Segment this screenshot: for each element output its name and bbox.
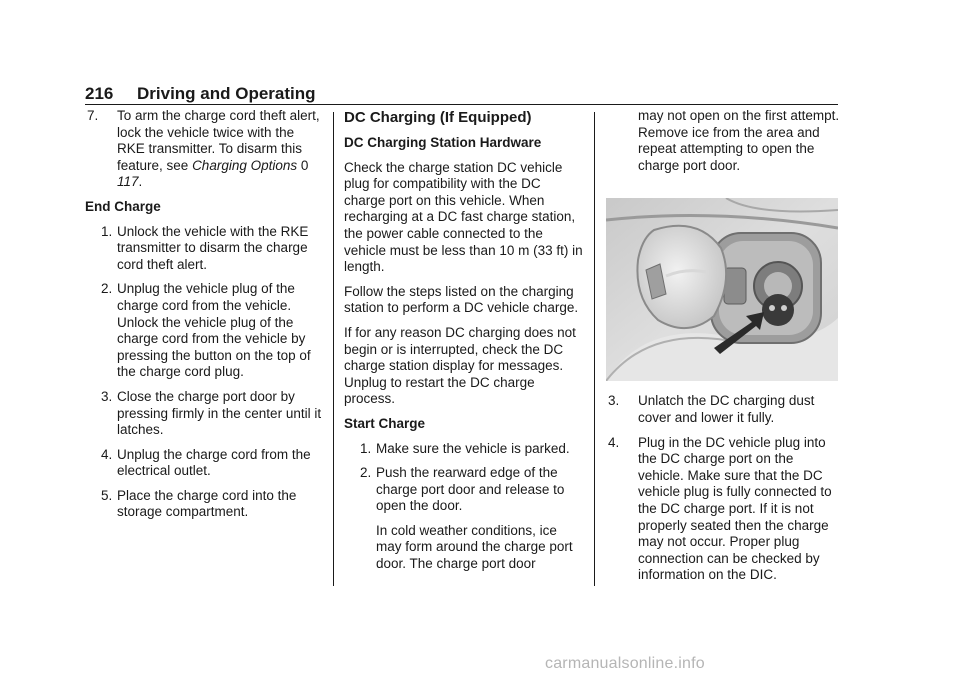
paragraph: Follow the steps listed on the charging station to perform a DC vehicle charge.: [344, 283, 579, 316]
page-header: [85, 83, 838, 105]
step-number: 2.: [360, 465, 372, 481]
column-2: [344, 108, 584, 581]
start-charge-heading: Start Charge: [344, 415, 426, 431]
list-item: [344, 465, 584, 515]
list-item: [606, 435, 841, 584]
step-number: 1.: [360, 440, 372, 456]
end-charge-heading: End Charge: [85, 198, 161, 214]
step-number: 2.: [101, 281, 113, 297]
step-number: 7.: [87, 108, 99, 123]
column-3: [606, 108, 841, 592]
column-divider-2: [594, 112, 595, 586]
charge-port-photo: [606, 198, 838, 381]
list-item: [85, 224, 325, 274]
list-item: [85, 108, 325, 191]
list-item: [606, 393, 841, 426]
step-number: 1.: [101, 223, 113, 239]
step-text: Plug in the DC vehicle plug into the DC charge port on the vehicle. Make sure that the DC vehicle plug is fully connected to the DC charge port. If it is not properly seated then the charge may not occur. Proper plug connection can be checked by information on the DIC.: [638, 434, 832, 583]
paragraph: If for any reason DC charging does not begin or is interrupted, check the DC charge station display for messages. Unplug to restart the DC charge process.: [344, 324, 576, 407]
paragraph: Check the charge station DC vehicle plug for compatibility with the DC charge port on this vehicle. When recharging at a DC fast charge station, the power cable connected to the vehicle must be less than 10 m (33 ft) in length.: [344, 159, 583, 275]
step-number: 3.: [101, 388, 113, 404]
column-1: [85, 108, 325, 529]
page-title: Driving and Operating: [137, 84, 316, 103]
step-text-end: .: [138, 174, 143, 190]
step-text-part: To arm the charge cord theft alert, lock the vehicle twice with the RKE transmitter. To disarm this feature, see: [117, 108, 320, 173]
page-ref-icon: 0: [300, 157, 309, 173]
step-number: 4.: [101, 446, 113, 462]
list-item: [85, 281, 325, 381]
step-text: Unplug the vehicle plug of the charge cord from the vehicle. Unlock the vehicle plug of the charge cord from the vehicle by pressing the button on the top of the charge cord plug.: [117, 281, 311, 380]
step-text: Make sure the vehicle is parked.: [376, 440, 570, 456]
step-text: [117, 108, 325, 191]
hardware-heading: DC Charging Station Hardware: [344, 135, 542, 150]
header-rule: [85, 104, 838, 105]
step-text: Place the charge cord into the storage compartment.: [117, 487, 297, 520]
section-title: DC Charging (If Equipped): [344, 109, 532, 126]
step-text: Unlatch the DC charging dust cover and lower it fully.: [638, 393, 815, 425]
list-item: [85, 488, 325, 521]
list-item: [85, 447, 325, 480]
list-item: [344, 441, 584, 458]
continued-note: may not open on the first attempt. Remove ice from the area and repeat attempting to open the charge port door.: [638, 108, 840, 173]
step-text: Unlock the vehicle with the RKE transmitter to disarm the charge cord theft alert.: [117, 223, 309, 272]
step-text: Close the charge port door by pressing firmly in the center until it latches.: [117, 388, 322, 438]
page-number: 216: [85, 84, 114, 103]
step-text: Unplug the charge cord from the electrical outlet.: [117, 446, 311, 479]
step-number: 3.: [608, 393, 620, 409]
watermark: carmanualsonline.info: [545, 655, 705, 672]
cross-reference-link[interactable]: Charging Options: [192, 157, 298, 173]
column-divider-1: [333, 112, 334, 586]
list-item: [85, 389, 325, 439]
page-ref-number[interactable]: 117: [117, 174, 139, 190]
cold-weather-note: In cold weather conditions, ice may form around the charge port door. The charge port door: [376, 522, 573, 572]
step-text: Push the rearward edge of the charge port door and release to open the door.: [376, 465, 565, 514]
step-number: 4.: [608, 434, 620, 450]
step-number: 5.: [101, 487, 113, 503]
